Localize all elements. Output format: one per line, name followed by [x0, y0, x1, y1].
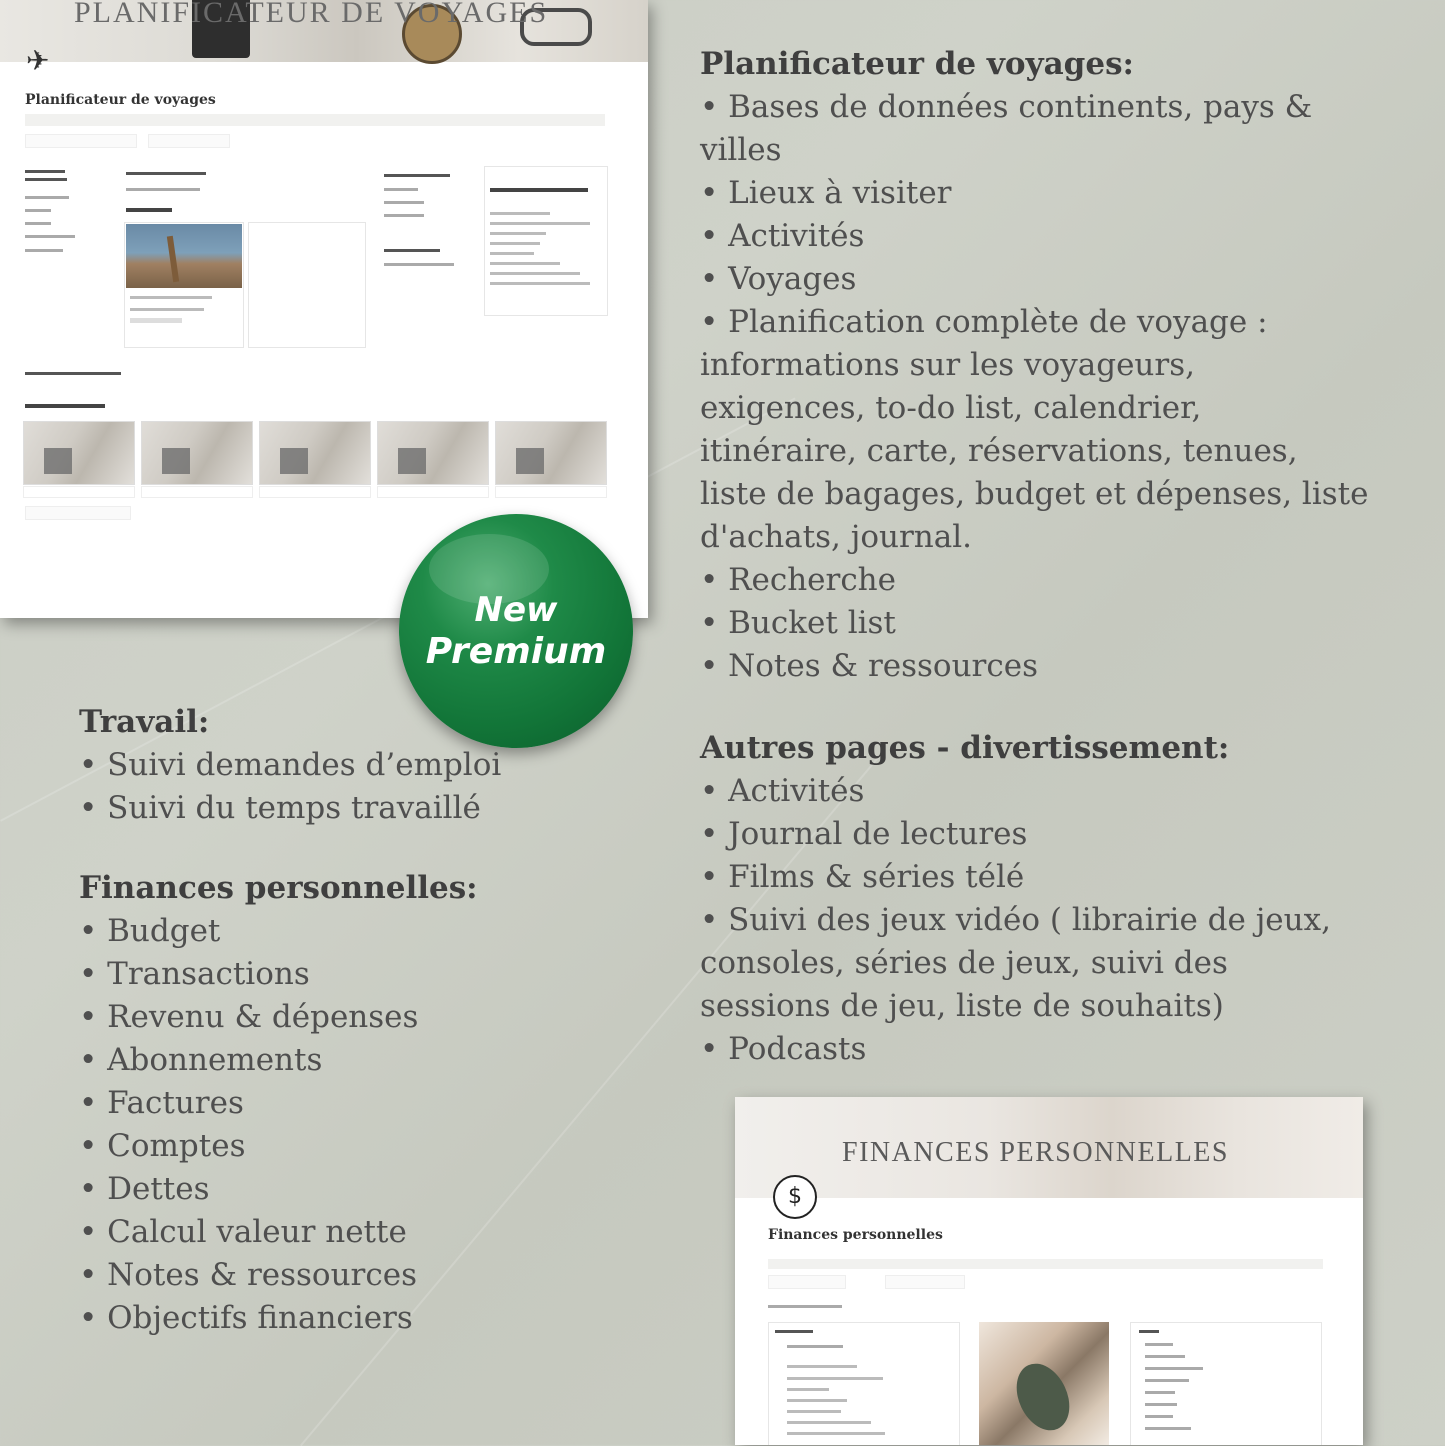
new-trip-card[interactable]: [248, 222, 366, 348]
travel-heading: Planificateur de voyages:: [700, 46, 1134, 82]
travel-line: exigences, to-do list, calendrier,: [700, 390, 1202, 426]
thumbnail-budget[interactable]: [377, 421, 489, 485]
trip-summary-header: [25, 372, 121, 375]
travel-line: villes: [700, 132, 782, 168]
travel-features: [700, 43, 1420, 688]
work-features: [79, 701, 549, 830]
finance-features: [79, 867, 549, 1340]
travel-line: • Planification complète de voyage :: [700, 304, 1268, 340]
entertainment-line: consoles, séries de jeux, suivi des: [700, 945, 1228, 981]
work-heading: Travail:: [79, 704, 210, 740]
entertainment-line: • Films & séries télé: [700, 859, 1025, 895]
trips-link[interactable]: [126, 208, 172, 212]
finance-banner-title: FINANCES PERSONNELLES: [842, 1137, 1229, 1168]
guide-chip[interactable]: [25, 134, 137, 148]
thumbnail-lieux[interactable]: [141, 421, 253, 485]
travel-line: • Recherche: [700, 562, 896, 598]
planning-header: [384, 174, 450, 177]
airplane-icon: ✈: [26, 44, 50, 77]
entertainment-heading: Autres pages - divertissement:: [700, 730, 1230, 766]
travel-line: d'achats, journal.: [700, 519, 973, 555]
thumbnail-voyages[interactable]: [23, 421, 135, 485]
alerts-panel: [768, 1322, 960, 1445]
dashboard-chip[interactable]: [148, 134, 230, 148]
giraffe-photo: [126, 224, 242, 288]
travel-line: liste de bagages, budget et dépenses, liste: [700, 476, 1369, 512]
finance-item: • Factures: [79, 1085, 244, 1121]
finance-banner: [735, 1097, 1363, 1198]
finance-item: • Dettes: [79, 1171, 210, 1207]
upcoming-trips-header: [126, 172, 206, 175]
finance-page-title: Finances personnelles: [768, 1227, 943, 1243]
dollar-icon: $: [773, 1175, 817, 1219]
thumbnail-activites[interactable]: [495, 421, 607, 485]
entertainment-features: [700, 727, 1420, 1071]
new-summary-button[interactable]: [25, 506, 131, 520]
finance-heading: Finances personnelles:: [79, 870, 478, 906]
finance-item: • Notes & ressources: [79, 1257, 417, 1293]
travel-banner: [0, 0, 648, 62]
travel-line: • Voyages: [700, 261, 857, 297]
instructions-toggle[interactable]: [768, 1259, 1323, 1269]
work-item: • Suivi du temps travaillé: [79, 790, 481, 826]
travel-line: itinéraire, carte, réservations, tenues,: [700, 433, 1298, 469]
travel-line: • Activités: [700, 218, 865, 254]
finance-item: • Abonnements: [79, 1042, 323, 1078]
trips-tabs[interactable]: [126, 188, 200, 191]
entertainment-line: • Journal de lectures: [700, 816, 1028, 852]
finance-item: • Objectifs financiers: [79, 1300, 413, 1336]
travel-page-title: Planificateur de voyages: [25, 92, 216, 108]
finance-screenshot: [735, 1097, 1363, 1445]
travel-banner-title: PLANIFICATEUR DE VOYAGES: [74, 0, 549, 29]
guide-chip[interactable]: [768, 1275, 846, 1289]
travel-line: • Bucket list: [700, 605, 896, 641]
travel-line: • Bases de données continents, pays &: [700, 89, 1313, 125]
work-item: • Suivi demandes d’emploi: [79, 747, 502, 783]
databases-column: [25, 170, 95, 260]
finance-item: • Comptes: [79, 1128, 246, 1164]
entertainment-line: • Activités: [700, 773, 865, 809]
travel-line: • Lieux à visiter: [700, 175, 952, 211]
resources-header: [384, 249, 440, 252]
thumbnail-villes[interactable]: [259, 421, 371, 485]
finance-item: • Calcul valeur nette: [79, 1214, 407, 1250]
badge-premium: Premium: [425, 631, 607, 672]
entertainment-line: • Suivi des jeux vidéo ( librairie de jeux,: [700, 902, 1331, 938]
entertainment-line: sessions de jeu, liste de souhaits): [700, 988, 1224, 1024]
finance-item: • Budget: [79, 913, 221, 949]
dashboard-chip[interactable]: [885, 1275, 965, 1289]
finance-item: • Transactions: [79, 956, 310, 992]
plant-photo: [979, 1322, 1109, 1445]
instructions-toggle[interactable]: [25, 114, 605, 126]
travel-line: • Notes & ressources: [700, 648, 1038, 684]
finance-item: • Revenu & dépenses: [79, 999, 419, 1035]
entertainment-line: • Podcasts: [700, 1031, 867, 1067]
badge-new: New: [474, 590, 558, 630]
travel-line: informations sur les voyageurs,: [700, 347, 1195, 383]
